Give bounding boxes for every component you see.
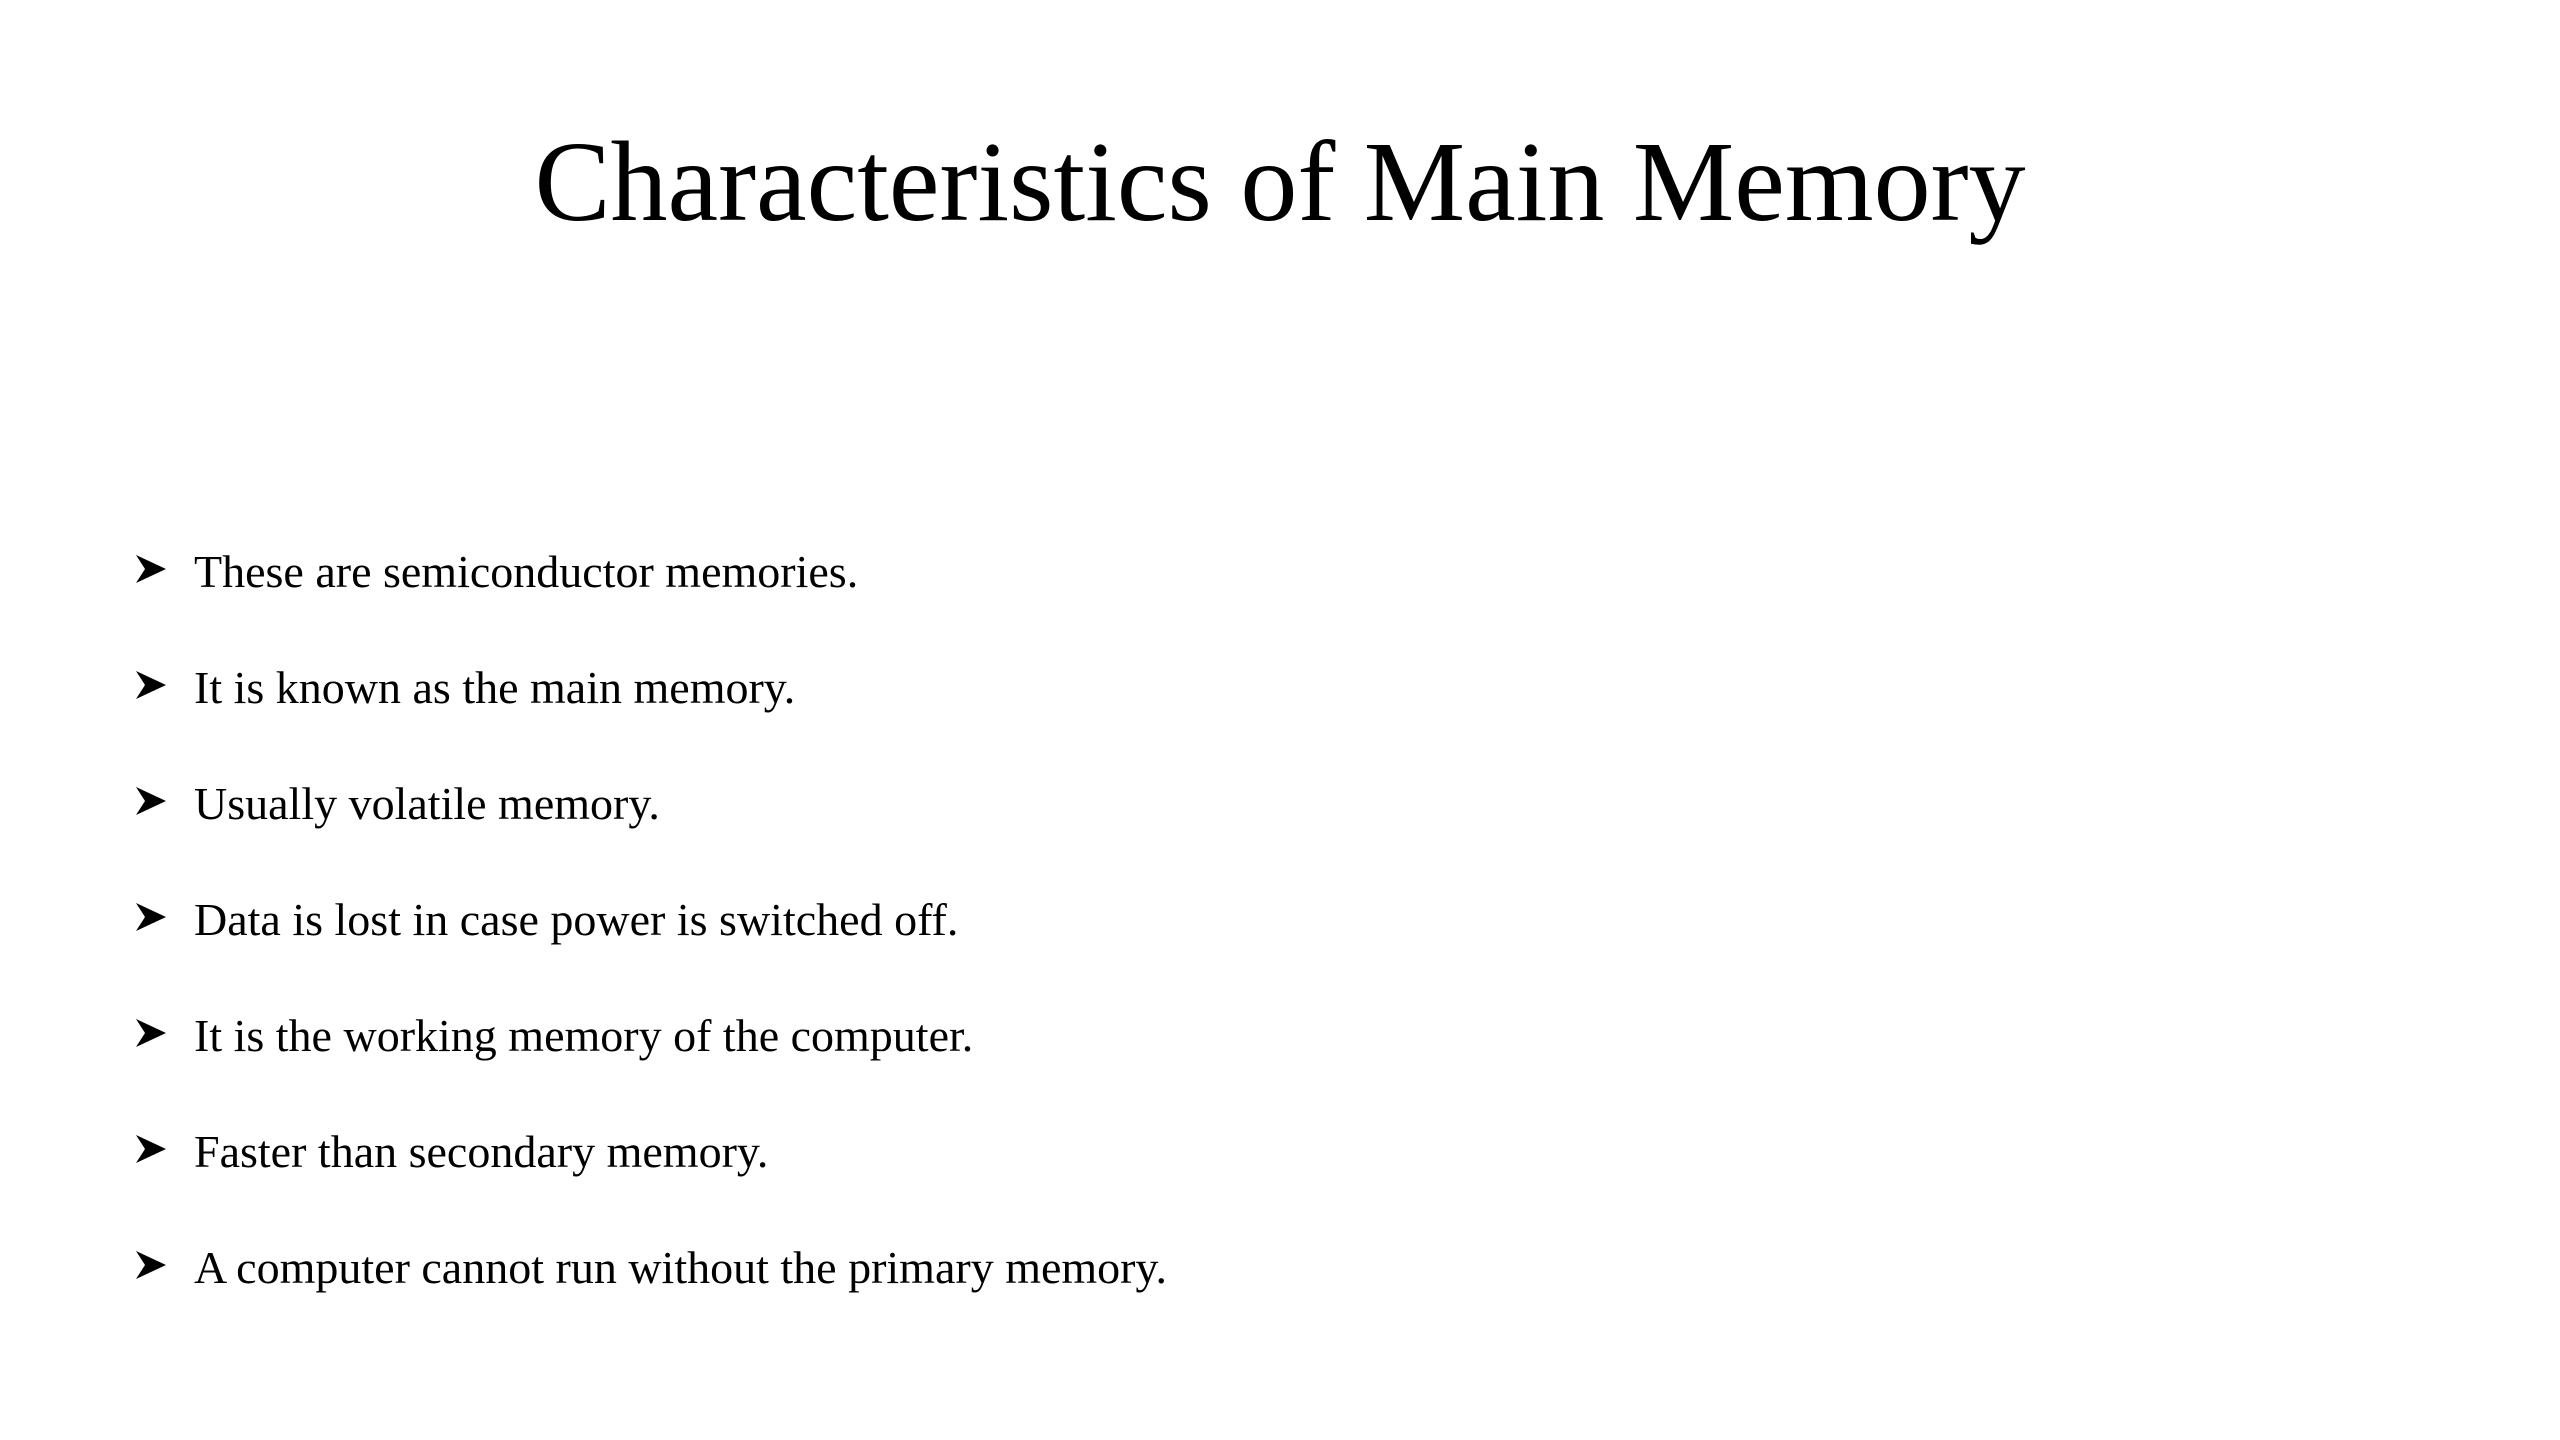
bullet-list (134, 540, 1167, 1352)
bullet-item (134, 888, 1167, 1004)
arrowhead-bullet-icon (134, 784, 194, 844)
arrowhead-bullet-icon (134, 1248, 194, 1308)
slide-title: Characteristics of Main Memory (534, 118, 2026, 245)
bullet-text: It is the working memory of the computer. (194, 1010, 974, 1061)
arrowhead-bullet-icon (134, 668, 194, 728)
bullet-item (134, 1236, 1167, 1352)
bullet-item (134, 656, 1167, 772)
bullet-text: Data is lost in case power is switched off. (194, 894, 959, 945)
bullet-text: Faster than secondary memory. (194, 1126, 769, 1177)
bullet-text: A computer cannot run without the primary memory. (194, 1242, 1168, 1293)
bullet-text: Usually volatile memory. (194, 778, 660, 829)
arrowhead-bullet-icon (134, 900, 194, 960)
arrowhead-bullet-icon (134, 552, 194, 612)
arrowhead-bullet-icon (134, 1132, 194, 1192)
bullet-item (134, 1120, 1167, 1236)
bullet-item (134, 540, 1167, 656)
bullet-text: It is known as the main memory. (194, 662, 796, 713)
bullet-item (134, 772, 1167, 888)
bullet-item (134, 1004, 1167, 1120)
bullet-text: These are semiconductor memories. (194, 546, 859, 597)
arrowhead-bullet-icon (134, 1016, 194, 1076)
